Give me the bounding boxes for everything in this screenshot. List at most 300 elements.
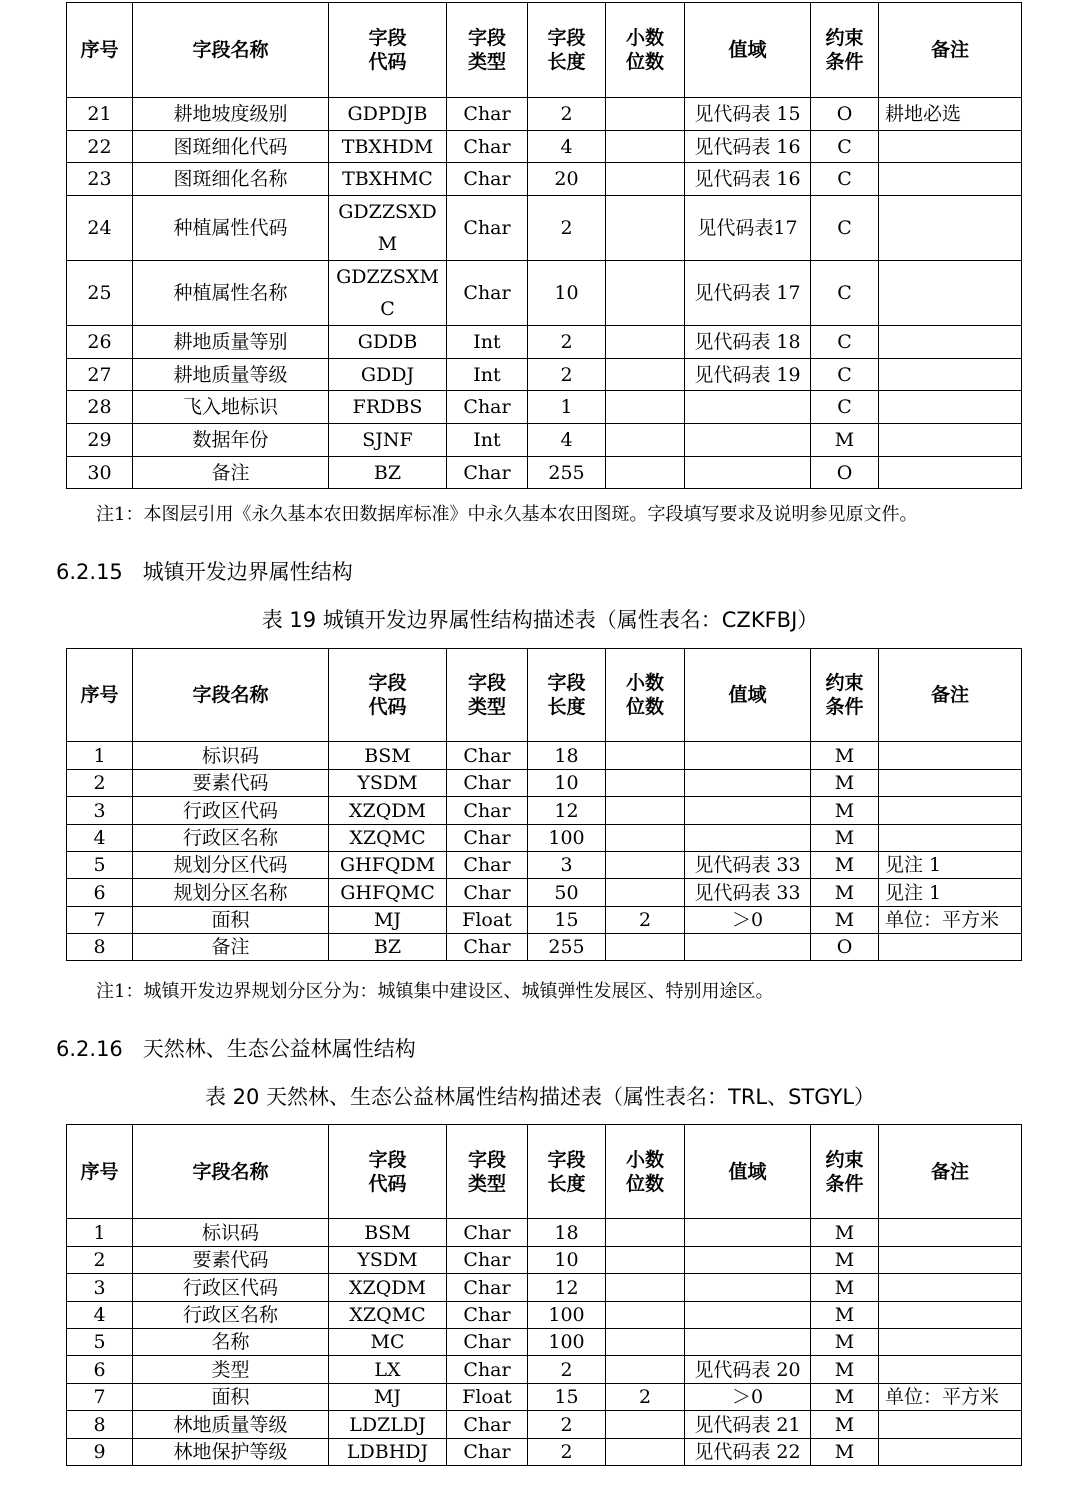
cell-decimal-places <box>606 1439 685 1466</box>
cell-seq: 3 <box>67 797 133 825</box>
cell-field-name: 飞入地标识 <box>133 391 329 424</box>
header-field-type: 字段 类型 <box>447 649 528 742</box>
cell-field-length: 255 <box>528 934 606 961</box>
table-natural-forest <box>66 1124 1022 1466</box>
cell-field-type: Char <box>447 852 528 879</box>
cell-remark: 耕地必选 <box>879 98 1022 131</box>
cell-constraint: M <box>811 825 879 852</box>
header-field-length: 字段 长度 <box>528 649 606 742</box>
cell-seq: 6 <box>67 1356 133 1384</box>
cell-constraint: M <box>811 1219 879 1247</box>
cell-field-name: 种植属性名称 <box>133 261 329 326</box>
cell-remark <box>879 457 1022 489</box>
cell-constraint: O <box>811 457 879 489</box>
cell-field-length: 100 <box>528 825 606 852</box>
cell-constraint: M <box>811 770 879 797</box>
table-row <box>67 261 1022 326</box>
cell-field-name: 行政区代码 <box>133 797 329 825</box>
cell-constraint: M <box>811 742 879 770</box>
cell-field-length: 100 <box>528 1329 606 1356</box>
cell-remark <box>879 1274 1022 1302</box>
cell-remark <box>879 131 1022 163</box>
cell-field-name: 数据年份 <box>133 424 329 457</box>
cell-remark <box>879 770 1022 797</box>
cell-decimal-places <box>606 98 685 131</box>
cell-field-code: GDDJ <box>329 359 447 391</box>
cell-value-domain: 见代码表 33 <box>685 879 811 907</box>
table-row <box>67 1439 1022 1466</box>
cell-field-length: 12 <box>528 1274 606 1302</box>
header-seq: 序号 <box>67 3 133 98</box>
table-row <box>67 1274 1022 1302</box>
table-header-row <box>67 1125 1022 1219</box>
cell-field-code: XZQDM <box>329 797 447 825</box>
cell-field-code: SJNF <box>329 424 447 457</box>
cell-remark <box>879 391 1022 424</box>
cell-field-type: Char <box>447 879 528 907</box>
cell-value-domain <box>685 825 811 852</box>
table-caption: 表 19 城镇开发边界属性结构描述表（属性表名：CZKFBJ） <box>261 608 819 632</box>
cell-value-domain: 见代码表 21 <box>685 1411 811 1439</box>
cell-decimal-places: 2 <box>606 1384 685 1411</box>
cell-field-code: LX <box>329 1356 447 1384</box>
table-row <box>67 879 1022 907</box>
cell-remark <box>879 1247 1022 1274</box>
cell-value-domain: 见代码表 16 <box>685 163 811 196</box>
cell-remark <box>879 326 1022 359</box>
cell-constraint: C <box>811 359 879 391</box>
cell-constraint: C <box>811 131 879 163</box>
cell-value-domain: 见代码表 18 <box>685 326 811 359</box>
cell-field-length: 15 <box>528 907 606 934</box>
cell-field-name: 耕地质量等级 <box>133 359 329 391</box>
cell-remark: 见注 1 <box>879 879 1022 907</box>
cell-field-code: GDZZSXD M <box>329 196 447 261</box>
cell-remark: 单位：平方米 <box>879 907 1022 934</box>
cell-field-type: Char <box>447 457 528 489</box>
cell-seq: 7 <box>67 907 133 934</box>
cell-seq: 8 <box>67 934 133 961</box>
cell-remark <box>879 1356 1022 1384</box>
table-urban-development-boundary <box>66 648 1022 961</box>
cell-seq: 28 <box>67 391 133 424</box>
cell-field-type: Char <box>447 1329 528 1356</box>
table-row <box>67 797 1022 825</box>
cell-value-domain: 见代码表17 <box>685 196 811 261</box>
cell-field-type: Int <box>447 424 528 457</box>
cell-field-name: 名称 <box>133 1329 329 1356</box>
cell-field-code: TBXHDM <box>329 131 447 163</box>
table-row <box>67 770 1022 797</box>
cell-field-length: 20 <box>528 163 606 196</box>
header-field-code: 字段 代码 <box>329 3 447 98</box>
cell-field-name: 耕地坡度级别 <box>133 98 329 131</box>
cell-decimal-places <box>606 424 685 457</box>
cell-decimal-places <box>606 326 685 359</box>
table-row <box>67 1329 1022 1356</box>
cell-field-type: Char <box>447 196 528 261</box>
table-row <box>67 196 1022 261</box>
cell-field-type: Char <box>447 131 528 163</box>
cell-field-code: YSDM <box>329 770 447 797</box>
table-row <box>67 934 1022 961</box>
cell-field-name: 林地保护等级 <box>133 1439 329 1466</box>
cell-constraint: M <box>811 1439 879 1466</box>
cell-value-domain <box>685 934 811 961</box>
table-row <box>67 457 1022 489</box>
cell-field-code: GDPDJB <box>329 98 447 131</box>
header-decimal-places: 小数 位数 <box>606 1125 685 1219</box>
cell-field-length: 2 <box>528 1356 606 1384</box>
cell-constraint: M <box>811 1274 879 1302</box>
cell-seq: 1 <box>67 742 133 770</box>
cell-constraint: C <box>811 163 879 196</box>
cell-decimal-places <box>606 879 685 907</box>
cell-value-domain: ＞0 <box>685 1384 811 1411</box>
cell-decimal-places <box>606 196 685 261</box>
cell-field-name: 行政区代码 <box>133 1274 329 1302</box>
cell-remark: 见注 1 <box>879 852 1022 879</box>
cell-field-code: GDZZSXM C <box>329 261 447 326</box>
cell-field-type: Char <box>447 742 528 770</box>
cell-remark <box>879 742 1022 770</box>
cell-field-type: Char <box>447 797 528 825</box>
cell-decimal-places <box>606 1302 685 1329</box>
header-value-domain: 值域 <box>685 649 811 742</box>
cell-seq: 22 <box>67 131 133 163</box>
cell-constraint: M <box>811 852 879 879</box>
cell-decimal-places <box>606 1329 685 1356</box>
cell-remark <box>879 1439 1022 1466</box>
cell-field-code: XZQMC <box>329 825 447 852</box>
cell-value-domain: 见代码表 22 <box>685 1439 811 1466</box>
cell-constraint: M <box>811 1384 879 1411</box>
cell-remark <box>879 424 1022 457</box>
header-field-type: 字段 类型 <box>447 3 528 98</box>
header-constraint: 约束 条件 <box>811 1125 879 1219</box>
table-row <box>67 825 1022 852</box>
cell-seq: 8 <box>67 1411 133 1439</box>
table-row <box>67 326 1022 359</box>
cell-field-code: MC <box>329 1329 447 1356</box>
cell-field-length: 1 <box>528 391 606 424</box>
cell-decimal-places <box>606 1247 685 1274</box>
cell-value-domain: 见代码表 19 <box>685 359 811 391</box>
cell-field-code: LDZLDJ <box>329 1411 447 1439</box>
header-field-type: 字段 类型 <box>447 1125 528 1219</box>
cell-field-type: Char <box>447 934 528 961</box>
header-field-name: 字段名称 <box>133 649 329 742</box>
header-decimal-places: 小数 位数 <box>606 649 685 742</box>
cell-seq: 25 <box>67 261 133 326</box>
cell-field-type: Char <box>447 391 528 424</box>
cell-field-type: Float <box>447 907 528 934</box>
cell-field-name: 行政区名称 <box>133 1302 329 1329</box>
cell-seq: 30 <box>67 457 133 489</box>
cell-value-domain <box>685 1329 811 1356</box>
cell-decimal-places <box>606 1356 685 1384</box>
cell-field-name: 图斑细化代码 <box>133 131 329 163</box>
cell-value-domain: 见代码表 33 <box>685 852 811 879</box>
cell-decimal-places <box>606 391 685 424</box>
cell-constraint: M <box>811 907 879 934</box>
header-value-domain: 值域 <box>685 1125 811 1219</box>
cell-constraint: M <box>811 1411 879 1439</box>
cell-field-name: 规划分区名称 <box>133 879 329 907</box>
cell-decimal-places <box>606 163 685 196</box>
section-heading-6-2-16 <box>56 1033 416 1063</box>
table-row <box>67 131 1022 163</box>
cell-seq: 9 <box>67 1439 133 1466</box>
cell-field-code: GHFQMC <box>329 879 447 907</box>
cell-field-code: MJ <box>329 1384 447 1411</box>
cell-field-code: BZ <box>329 457 447 489</box>
cell-value-domain: ＞0 <box>685 907 811 934</box>
cell-seq: 23 <box>67 163 133 196</box>
cell-field-type: Char <box>447 770 528 797</box>
cell-decimal-places <box>606 131 685 163</box>
cell-field-length: 2 <box>528 359 606 391</box>
cell-decimal-places <box>606 825 685 852</box>
cell-field-length: 10 <box>528 261 606 326</box>
cell-value-domain <box>685 1219 811 1247</box>
table-cultivated-land-continued <box>66 2 1022 489</box>
table-row <box>67 852 1022 879</box>
cell-field-name: 耕地质量等别 <box>133 326 329 359</box>
cell-field-length: 2 <box>528 1411 606 1439</box>
cell-seq: 4 <box>67 1302 133 1329</box>
cell-seq: 6 <box>67 879 133 907</box>
cell-decimal-places <box>606 261 685 326</box>
cell-field-type: Char <box>447 1302 528 1329</box>
cell-field-code: GDDB <box>329 326 447 359</box>
cell-field-name: 面积 <box>133 907 329 934</box>
cell-seq: 29 <box>67 424 133 457</box>
cell-seq: 2 <box>67 1247 133 1274</box>
table-note: 注1：本图层引用《永久基本农田数据库标准》中永久基本农田图斑。字段填写要求及说明参见原文件。 <box>96 504 918 525</box>
cell-field-type: Char <box>447 261 528 326</box>
header-field-code: 字段 代码 <box>329 1125 447 1219</box>
cell-field-name: 种植属性代码 <box>133 196 329 261</box>
cell-constraint: C <box>811 261 879 326</box>
section-title: 天然林、生态公益林属性结构 <box>142 1037 416 1061</box>
cell-field-code: GHFQDM <box>329 852 447 879</box>
header-value-domain: 值域 <box>685 3 811 98</box>
cell-field-name: 标识码 <box>133 1219 329 1247</box>
header-remark: 备注 <box>879 649 1022 742</box>
cell-seq: 5 <box>67 1329 133 1356</box>
cell-field-length: 2 <box>528 1439 606 1466</box>
table-row <box>67 742 1022 770</box>
cell-field-type: Char <box>447 1356 528 1384</box>
cell-field-length: 10 <box>528 1247 606 1274</box>
cell-field-name: 类型 <box>133 1356 329 1384</box>
cell-field-name: 面积 <box>133 1384 329 1411</box>
cell-field-name: 备注 <box>133 934 329 961</box>
table-row <box>67 1411 1022 1439</box>
cell-field-type: Float <box>447 1384 528 1411</box>
cell-field-code: BZ <box>329 934 447 961</box>
table-row <box>67 359 1022 391</box>
cell-field-name: 规划分区代码 <box>133 852 329 879</box>
cell-field-length: 4 <box>528 131 606 163</box>
header-seq: 序号 <box>67 1125 133 1219</box>
cell-field-name: 行政区名称 <box>133 825 329 852</box>
cell-value-domain: 见代码表 17 <box>685 261 811 326</box>
cell-remark <box>879 261 1022 326</box>
cell-value-domain <box>685 1274 811 1302</box>
cell-field-type: Char <box>447 163 528 196</box>
cell-field-name: 标识码 <box>133 742 329 770</box>
table-row <box>67 1384 1022 1411</box>
cell-remark <box>879 1302 1022 1329</box>
cell-decimal-places <box>606 797 685 825</box>
cell-decimal-places: 2 <box>606 907 685 934</box>
cell-value-domain <box>685 424 811 457</box>
header-remark: 备注 <box>879 3 1022 98</box>
cell-remark <box>879 196 1022 261</box>
cell-decimal-places <box>606 1219 685 1247</box>
cell-field-type: Char <box>447 1439 528 1466</box>
cell-constraint: C <box>811 196 879 261</box>
cell-field-name: 要素代码 <box>133 1247 329 1274</box>
cell-seq: 2 <box>67 770 133 797</box>
header-constraint: 约束 条件 <box>811 649 879 742</box>
cell-field-code: FRDBS <box>329 391 447 424</box>
cell-field-name: 图斑细化名称 <box>133 163 329 196</box>
cell-remark <box>879 797 1022 825</box>
cell-constraint: M <box>811 1247 879 1274</box>
cell-field-length: 2 <box>528 326 606 359</box>
cell-seq: 26 <box>67 326 133 359</box>
cell-decimal-places <box>606 770 685 797</box>
cell-decimal-places <box>606 1411 685 1439</box>
header-field-code: 字段 代码 <box>329 649 447 742</box>
cell-constraint: C <box>811 326 879 359</box>
cell-constraint: M <box>811 1356 879 1384</box>
cell-field-type: Char <box>447 1411 528 1439</box>
cell-remark <box>879 163 1022 196</box>
cell-value-domain <box>685 770 811 797</box>
section-title: 城镇开发边界属性结构 <box>142 560 353 584</box>
cell-value-domain <box>685 1247 811 1274</box>
table-row <box>67 907 1022 934</box>
cell-constraint: M <box>811 1302 879 1329</box>
table-row <box>67 391 1022 424</box>
cell-field-code: XZQMC <box>329 1302 447 1329</box>
cell-value-domain: 见代码表 16 <box>685 131 811 163</box>
header-field-length: 字段 长度 <box>528 1125 606 1219</box>
cell-value-domain: 见代码表 20 <box>685 1356 811 1384</box>
cell-seq: 1 <box>67 1219 133 1247</box>
cell-field-type: Char <box>447 98 528 131</box>
header-remark: 备注 <box>879 1125 1022 1219</box>
cell-seq: 27 <box>67 359 133 391</box>
cell-remark <box>879 1219 1022 1247</box>
cell-field-code: XZQDM <box>329 1274 447 1302</box>
cell-seq: 5 <box>67 852 133 879</box>
cell-seq: 3 <box>67 1274 133 1302</box>
cell-field-type: Int <box>447 326 528 359</box>
cell-decimal-places <box>606 1274 685 1302</box>
cell-field-length: 10 <box>528 770 606 797</box>
cell-remark <box>879 934 1022 961</box>
table-row <box>67 1247 1022 1274</box>
header-field-name: 字段名称 <box>133 3 329 98</box>
table-header-row <box>67 649 1022 742</box>
header-field-name: 字段名称 <box>133 1125 329 1219</box>
cell-decimal-places <box>606 934 685 961</box>
cell-value-domain <box>685 797 811 825</box>
cell-remark <box>879 1411 1022 1439</box>
cell-field-name: 林地质量等级 <box>133 1411 329 1439</box>
table-row <box>67 98 1022 131</box>
cell-constraint: M <box>811 1329 879 1356</box>
header-seq: 序号 <box>67 649 133 742</box>
cell-remark <box>879 1329 1022 1356</box>
cell-field-code: YSDM <box>329 1247 447 1274</box>
header-field-length: 字段 长度 <box>528 3 606 98</box>
cell-decimal-places <box>606 852 685 879</box>
header-constraint: 约束 条件 <box>811 3 879 98</box>
cell-field-length: 12 <box>528 797 606 825</box>
table-header-row <box>67 3 1022 98</box>
cell-value-domain: 见代码表 15 <box>685 98 811 131</box>
section-number: 6.2.15 <box>56 560 123 584</box>
header-decimal-places: 小数 位数 <box>606 3 685 98</box>
cell-constraint: O <box>811 934 879 961</box>
cell-seq: 24 <box>67 196 133 261</box>
cell-seq: 7 <box>67 1384 133 1411</box>
cell-constraint: O <box>811 98 879 131</box>
table-row <box>67 1219 1022 1247</box>
cell-value-domain <box>685 391 811 424</box>
cell-field-length: 18 <box>528 1219 606 1247</box>
cell-field-type: Char <box>447 1274 528 1302</box>
table-row <box>67 1356 1022 1384</box>
cell-remark: 单位：平方米 <box>879 1384 1022 1411</box>
section-number: 6.2.16 <box>56 1037 123 1061</box>
table-caption: 表 20 天然林、生态公益林属性结构描述表（属性表名：TRL、STGYL） <box>204 1085 876 1109</box>
cell-field-code: LDBHDJ <box>329 1439 447 1466</box>
cell-decimal-places <box>606 457 685 489</box>
table-row <box>67 424 1022 457</box>
cell-value-domain <box>685 1302 811 1329</box>
table-row <box>67 1302 1022 1329</box>
cell-field-length: 100 <box>528 1302 606 1329</box>
cell-field-type: Char <box>447 825 528 852</box>
cell-constraint: M <box>811 424 879 457</box>
cell-field-code: MJ <box>329 907 447 934</box>
cell-seq: 21 <box>67 98 133 131</box>
cell-field-length: 15 <box>528 1384 606 1411</box>
cell-seq: 4 <box>67 825 133 852</box>
cell-value-domain <box>685 742 811 770</box>
cell-field-type: Char <box>447 1247 528 1274</box>
cell-value-domain <box>685 457 811 489</box>
cell-decimal-places <box>606 359 685 391</box>
cell-remark <box>879 359 1022 391</box>
cell-field-length: 2 <box>528 98 606 131</box>
cell-field-name: 要素代码 <box>133 770 329 797</box>
cell-field-code: BSM <box>329 742 447 770</box>
cell-field-name: 备注 <box>133 457 329 489</box>
cell-field-type: Char <box>447 1219 528 1247</box>
section-heading-6-2-15 <box>56 556 353 586</box>
cell-field-code: BSM <box>329 1219 447 1247</box>
cell-constraint: C <box>811 391 879 424</box>
cell-remark <box>879 825 1022 852</box>
